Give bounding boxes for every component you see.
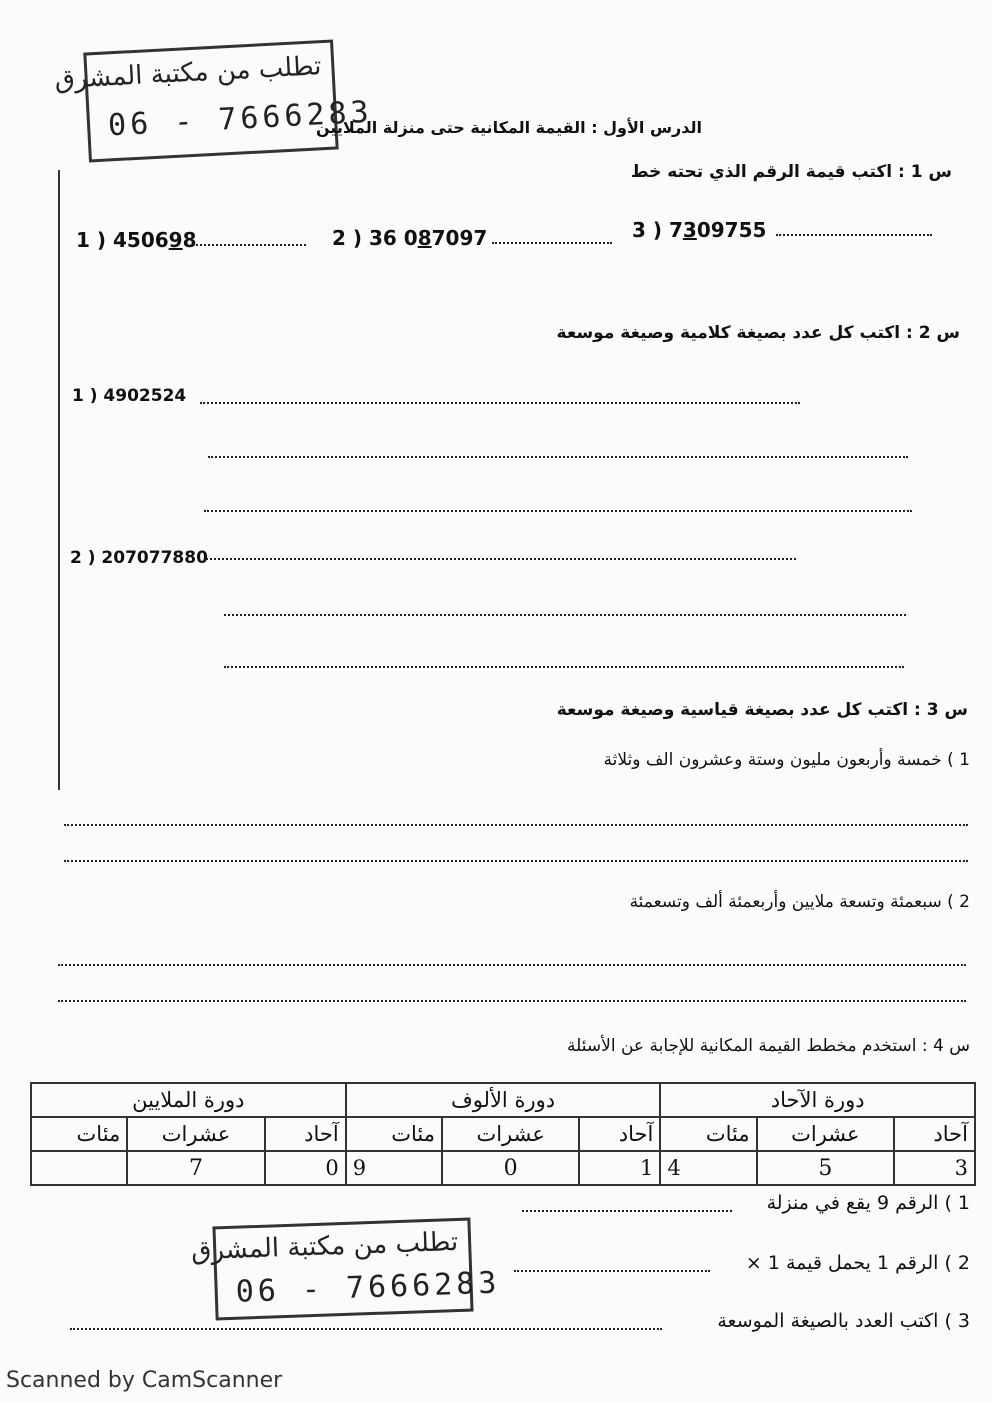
q2-line-1a[interactable] <box>200 402 800 404</box>
period-ones: دورة الآحاد <box>660 1083 975 1117</box>
val-millions-tens: 7 <box>127 1151 264 1185</box>
q4-line-3[interactable] <box>70 1328 662 1330</box>
q1-item-2-underlined: 8 <box>417 226 432 250</box>
q1-item-3-post: 09755 <box>696 218 767 242</box>
val-tens: 5 <box>757 1151 894 1185</box>
q1-item-1-underlined: 9 <box>168 228 183 252</box>
col-hundreds: مئات <box>660 1117 756 1151</box>
q3-line-2a[interactable] <box>58 964 966 966</box>
q1-item-1-label: 1 ) <box>76 228 113 252</box>
q4-title: س 4 : استخدم مخطط القيمة المكانية للإجابة عن الأسئلة <box>567 1036 970 1056</box>
stamp-phone: 06 - 7666283 <box>107 94 374 144</box>
stamp-2-phone: 06 - 7666283 <box>235 1265 501 1310</box>
q1-item-1 <box>76 228 197 252</box>
q1-item-2-post: 7097 <box>431 226 488 250</box>
stamp-title: تطلب من مكتبة المشرق <box>53 51 323 96</box>
lesson-title: الدرس الأول : القيمة المكانية حتى منزلة الملايين <box>315 118 702 137</box>
q4-sub-3: 3 ) اكتب العدد بالصيغة الموسعة <box>717 1310 970 1332</box>
col-tens: عشرات <box>757 1117 894 1151</box>
q4-sub-2: 2 ) الرقم 1 يحمل قيمة 1 × <box>745 1252 970 1274</box>
q3-line-1a[interactable] <box>64 824 968 826</box>
val-millions-ones: 0 <box>265 1151 346 1185</box>
value-row <box>31 1151 975 1185</box>
q1-title: س 1 : اكتب قيمة الرقم الذي تحته خط <box>630 162 952 182</box>
val-hundreds: 4 <box>660 1151 756 1185</box>
q4-sub-1: 1 ) الرقم 9 يقع في منزلة <box>766 1192 970 1214</box>
q2-line-2c[interactable] <box>224 666 904 668</box>
library-stamp-2 <box>190 1218 501 1321</box>
col-millions-ones: آحاد <box>265 1117 346 1151</box>
col-thousands-tens: عشرات <box>442 1117 579 1151</box>
place-value-chart <box>30 1082 976 1186</box>
scanner-watermark: Scanned by CamScanner <box>6 1368 283 1393</box>
q3-title: س 3 : اكتب كل عدد بصيغة قياسية وصيغة موسعة <box>556 700 968 720</box>
col-ones: آحاد <box>894 1117 975 1151</box>
col-thousands-ones: آحاد <box>579 1117 660 1151</box>
col-millions-tens: عشرات <box>127 1117 264 1151</box>
q2-item-1: 1 ) 4902524 <box>72 386 187 406</box>
q1-item-2 <box>332 226 487 250</box>
col-millions-hundreds: مئات <box>31 1117 127 1151</box>
val-thousands-ones: 1 <box>579 1151 660 1185</box>
col-thousands-hundreds: مئات <box>346 1117 442 1151</box>
q1-answer-line-3[interactable] <box>776 234 932 236</box>
val-ones: 3 <box>894 1151 975 1185</box>
q1-item-3-label: 3 ) <box>632 218 669 242</box>
val-millions-hundreds <box>31 1151 127 1185</box>
q4-line-1[interactable] <box>522 1210 732 1212</box>
q2-item-2: 2 ) 207077880 <box>70 548 208 568</box>
q1-item-1-pre: 4506 <box>112 228 169 252</box>
q3-item-2: 2 ) سبعمئة وتسعة ملايين وأربعمئة ألف وتسعمئة <box>629 892 970 912</box>
q1-answer-line-1[interactable] <box>196 244 306 246</box>
q1-item-2-label: 2 ) <box>332 226 369 250</box>
stamp-2-title: تطلب من مكتبة المشرق <box>190 1226 459 1267</box>
q2-line-1c[interactable] <box>204 510 912 512</box>
q2-title: س 2 : اكتب كل عدد بصيغة كلامية وصيغة موسعة <box>556 323 960 343</box>
q2-line-1b[interactable] <box>208 456 908 458</box>
period-thousands: دورة الألوف <box>346 1083 661 1117</box>
q2-line-2b[interactable] <box>224 614 906 616</box>
period-row <box>31 1083 975 1117</box>
q1-item-1-post: 8 <box>182 228 197 252</box>
q1-answer-line-2[interactable] <box>492 242 612 244</box>
q2-line-2a[interactable] <box>206 558 796 560</box>
column-header-row <box>31 1117 975 1151</box>
q4-line-2[interactable] <box>514 1270 710 1272</box>
left-margin-line <box>58 170 60 790</box>
val-thousands-tens: 0 <box>442 1151 579 1185</box>
period-millions: دورة الملايين <box>31 1083 346 1117</box>
q3-line-1b[interactable] <box>64 860 968 862</box>
q1-item-3-pre: 7 <box>668 218 683 242</box>
q1-item-3 <box>632 218 766 242</box>
library-stamp <box>53 40 374 163</box>
q1-item-3-underlined: 3 <box>682 218 697 242</box>
q3-line-2b[interactable] <box>58 1000 966 1002</box>
val-thousands-hundreds: 9 <box>346 1151 442 1185</box>
q3-item-1: 1 ) خمسة وأربعون مليون وستة وعشرون الف وثلاثة <box>603 750 970 770</box>
q1-item-2-pre: 36 0 <box>368 226 418 250</box>
